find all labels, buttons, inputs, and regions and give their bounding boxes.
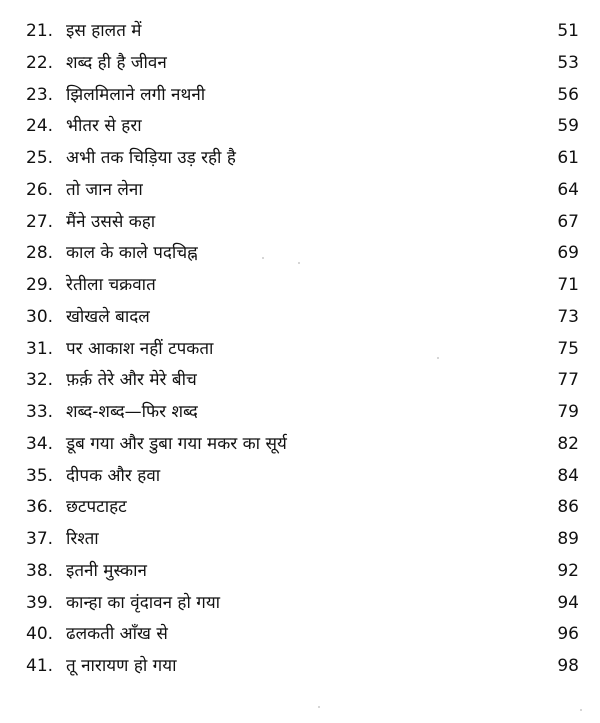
entry-page-number: 82 bbox=[557, 433, 579, 454]
entry-page-number: 84 bbox=[557, 465, 579, 486]
entry-title: काल के काले पदचिह्न bbox=[66, 243, 198, 264]
entry-title: शब्द ही है जीवन bbox=[66, 52, 167, 73]
entry-number: 22. bbox=[26, 52, 54, 73]
entry-number: 27. bbox=[26, 211, 54, 232]
toc-entry bbox=[0, 619, 600, 651]
entry-title: झिलमिलाने लगी नथनी bbox=[66, 84, 206, 105]
entry-page-number: 69 bbox=[557, 243, 579, 264]
entry-title: इतनी मुस्कान bbox=[66, 560, 147, 581]
scan-speck bbox=[437, 357, 439, 359]
toc-entry bbox=[0, 48, 600, 80]
entry-title: कान्हा का वृंदावन हो गया bbox=[66, 592, 221, 613]
entry-number: 31. bbox=[26, 338, 54, 359]
entry-title: रिश्ता bbox=[66, 529, 99, 549]
entry-page-number: 56 bbox=[557, 84, 579, 105]
entry-page-number: 51 bbox=[557, 21, 579, 41]
entry-title: शब्द-शब्द—फिर शब्द bbox=[66, 402, 198, 422]
toc-entry bbox=[0, 175, 600, 207]
toc-entry bbox=[0, 556, 600, 588]
entry-page-number: 92 bbox=[557, 560, 579, 581]
entry-page-number: 67 bbox=[557, 211, 579, 232]
entry-page-number: 71 bbox=[557, 275, 579, 295]
entry-page-number: 94 bbox=[557, 592, 579, 613]
entry-number: 36. bbox=[26, 497, 54, 518]
entry-page-number: 89 bbox=[557, 529, 579, 549]
entry-number: 40. bbox=[26, 624, 54, 645]
entry-number: 34. bbox=[26, 433, 54, 454]
entry-page-number: 98 bbox=[557, 656, 579, 676]
entry-number: 25. bbox=[26, 148, 54, 168]
toc-entry bbox=[0, 302, 600, 334]
entry-page-number: 53 bbox=[557, 52, 579, 73]
entry-title: भीतर से हरा bbox=[66, 116, 142, 137]
toc-entry bbox=[0, 334, 600, 366]
entry-page-number: 75 bbox=[557, 338, 579, 359]
entry-title: तू नारायण हो गया bbox=[66, 656, 177, 676]
entry-number: 33. bbox=[26, 402, 54, 422]
entry-title: तो जान लेना bbox=[66, 179, 143, 200]
entry-title: रेतीला चक्रवात bbox=[66, 275, 156, 295]
toc-entry bbox=[0, 429, 600, 461]
entry-number: 23. bbox=[26, 84, 54, 105]
entry-page-number: 73 bbox=[557, 306, 579, 327]
toc-entry bbox=[0, 397, 600, 429]
scan-speck bbox=[262, 257, 264, 259]
entry-number: 39. bbox=[26, 592, 54, 613]
entry-title: मैंने उससे कहा bbox=[66, 211, 156, 232]
entry-page-number: 96 bbox=[557, 624, 579, 645]
toc-entry bbox=[0, 238, 600, 270]
entry-number: 37. bbox=[26, 529, 54, 549]
toc-entry bbox=[0, 270, 600, 302]
entry-page-number: 61 bbox=[557, 148, 579, 168]
toc-entry bbox=[0, 365, 600, 397]
entry-number: 24. bbox=[26, 116, 54, 137]
entry-title: ढलकती आँख से bbox=[66, 624, 168, 645]
scan-speck bbox=[298, 262, 300, 264]
toc-entry bbox=[0, 461, 600, 493]
toc-entry bbox=[0, 143, 600, 175]
toc-entry bbox=[0, 588, 600, 620]
entry-title: छटपटाहट bbox=[66, 497, 127, 518]
toc-entry bbox=[0, 80, 600, 112]
entry-page-number: 77 bbox=[557, 370, 579, 391]
toc-entry bbox=[0, 111, 600, 143]
scan-speck bbox=[580, 709, 582, 711]
toc-entry bbox=[0, 492, 600, 524]
entry-number: 26. bbox=[26, 179, 54, 200]
toc-entry bbox=[0, 207, 600, 239]
entry-title: अभी तक चिड़िया उड़ रही है bbox=[66, 148, 236, 168]
entry-title: पर आकाश नहीं टपकता bbox=[66, 338, 214, 359]
entry-title: डूब गया और डुबा गया मकर का सूर्य bbox=[66, 433, 287, 454]
entry-number: 29. bbox=[26, 275, 54, 295]
toc-entry bbox=[0, 16, 600, 48]
scan-speck bbox=[318, 706, 320, 708]
entry-page-number: 86 bbox=[557, 497, 579, 518]
entry-number: 28. bbox=[26, 243, 54, 264]
entry-page-number: 64 bbox=[557, 179, 579, 200]
toc-entry bbox=[0, 524, 600, 556]
entry-title: फ़र्क़ तेरे और मेरे बीच bbox=[66, 370, 197, 391]
entry-page-number: 59 bbox=[557, 116, 579, 137]
entry-title: इस हालत में bbox=[66, 21, 142, 41]
entry-number: 41. bbox=[26, 656, 54, 676]
toc-entry bbox=[0, 651, 600, 683]
entry-number: 32. bbox=[26, 370, 54, 391]
entry-title: खोखले बादल bbox=[66, 306, 150, 327]
entry-number: 30. bbox=[26, 306, 54, 327]
entry-number: 35. bbox=[26, 465, 54, 486]
entry-number: 21. bbox=[26, 21, 54, 41]
entry-title: दीपक और हवा bbox=[66, 465, 161, 486]
entry-number: 38. bbox=[26, 560, 54, 581]
entry-page-number: 79 bbox=[557, 402, 579, 422]
table-of-contents bbox=[0, 16, 600, 683]
